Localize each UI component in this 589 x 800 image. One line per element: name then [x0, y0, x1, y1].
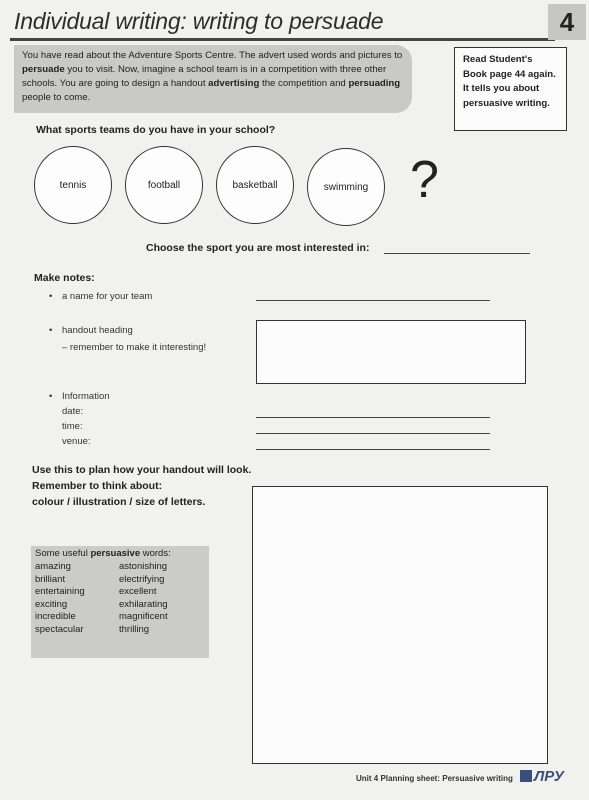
team-name-answer-line[interactable] — [256, 300, 490, 301]
intro-text: the competition and — [259, 78, 349, 89]
handout-plan-box[interactable] — [252, 486, 548, 764]
word-item: excellent — [119, 586, 157, 597]
time-label: time: — [62, 421, 83, 432]
sport-circle-swimming[interactable]: swimming — [307, 148, 385, 226]
persuasive-words-panel — [31, 546, 209, 658]
word-item: thrilling — [119, 623, 150, 635]
intro-panel — [14, 45, 412, 113]
make-notes-heading: Make notes: — [34, 272, 95, 284]
intro-keyword: persuading — [348, 78, 401, 89]
title-rule — [10, 38, 555, 41]
date-answer-line[interactable] — [256, 417, 490, 418]
persuasive-words-list — [35, 561, 205, 635]
intro-keyword: persuade — [22, 64, 65, 75]
sport-circle-tennis[interactable]: tennis — [34, 146, 112, 224]
word-item: spectacular — [35, 623, 84, 635]
sports-question: What sports teams do you have in your school? — [36, 124, 276, 136]
venue-label: venue: — [62, 436, 91, 447]
plan-line: Remember to think about: — [32, 480, 163, 492]
persuasive-words-heading: Some useful persuasive words: — [35, 548, 171, 559]
footer-text: Unit 4 Planning sheet: Persuasive writing — [356, 774, 513, 783]
handout-heading-label: • handout heading — [62, 325, 133, 336]
choose-sport-answer-line[interactable] — [384, 253, 530, 254]
word-item: entertaining — [35, 586, 85, 597]
word-item: magnificent — [119, 611, 168, 622]
venue-answer-line[interactable] — [256, 449, 490, 450]
word-item: exciting — [35, 598, 68, 610]
sport-circle-basketball[interactable]: basketball — [216, 146, 294, 224]
word-item: electrifying — [119, 573, 165, 585]
word-item: incredible — [35, 611, 76, 622]
word-item: brilliant — [35, 573, 66, 585]
handout-heading-hint: – remember to make it interesting! — [62, 342, 207, 353]
information-label: • Information — [62, 391, 110, 402]
intro-text: people to come. — [22, 92, 91, 103]
question-mark: ? — [410, 151, 439, 209]
word-item: astonishing — [119, 561, 168, 572]
sport-circle-football[interactable]: football — [125, 146, 203, 224]
team-name-label: • a name for your team — [62, 291, 152, 302]
unit-badge: 4 — [548, 4, 586, 40]
handout-heading-box[interactable] — [256, 320, 526, 384]
intro-keyword: advertising — [208, 78, 260, 89]
page-title: Individual writing: writing to persuade — [14, 8, 384, 34]
choose-sport-label: Choose the sport you are most interested in: — [146, 242, 370, 254]
watermark-logo: ЛРУ — [534, 768, 564, 785]
intro-text: you to visit. Now, imagine a school team is in a competition with three other schools. You are going to design a handout — [22, 64, 387, 89]
watermark-logo-icon — [520, 770, 532, 782]
time-answer-line[interactable] — [256, 433, 490, 434]
date-label: date: — [62, 406, 84, 417]
plan-line: colour / illustration / size of letters. — [32, 496, 206, 508]
reference-note: Read Student's Book page 44 again. It tells you about persuasive writing. — [454, 47, 567, 131]
word-item: exhilarating — [119, 598, 168, 610]
plan-instructions — [32, 462, 251, 510]
intro-text: You have read about the Adventure Sports Centre. The advert used words and pictures to — [22, 50, 403, 61]
plan-line: Use this to plan how your handout will look. — [32, 464, 252, 476]
word-item: amazing — [35, 561, 71, 572]
